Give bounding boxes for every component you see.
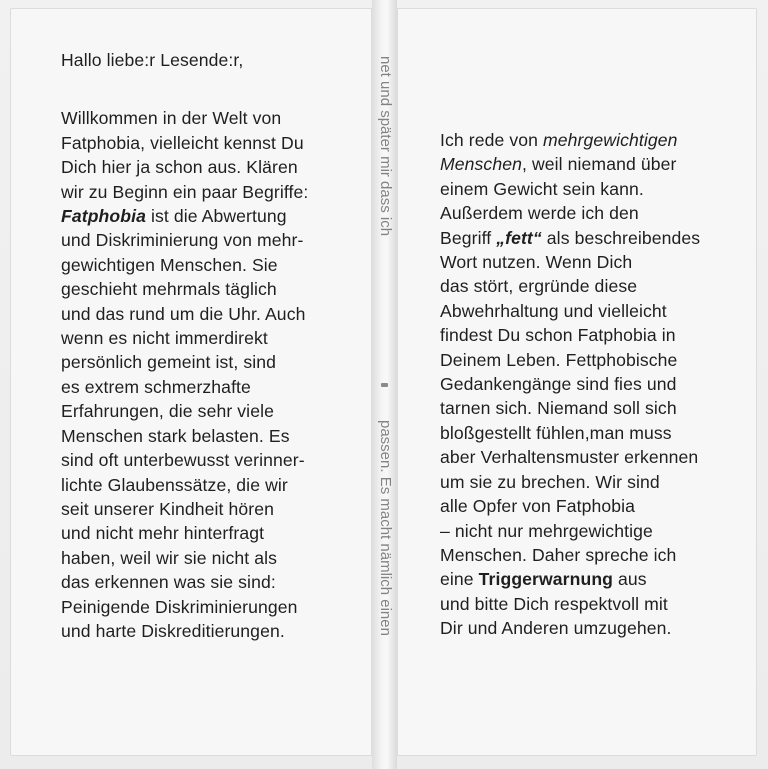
left-page	[10, 8, 372, 756]
greeting: Hallo liebe:r Lesende:r,	[61, 50, 244, 70]
text-line: und Diskriminierung von mehr-	[61, 230, 304, 251]
text-line: Außerdem werde ich den	[440, 203, 639, 224]
text-line: alle Opfer von Fatphobia	[440, 496, 636, 517]
right-page-text	[440, 128, 750, 641]
text-line: Wort nutzen. Wenn Dich	[440, 252, 633, 273]
text-line: tarnen sich. Niemand soll sich	[440, 398, 677, 419]
paragraph-gap	[61, 72, 361, 96]
term-triggerwarnung: Triggerwarnung	[478, 569, 614, 590]
text-fragment: Begriff	[440, 227, 492, 248]
text-line: und harte Diskreditierungen.	[61, 620, 285, 641]
text-line: und bitte Dich respektvoll mit	[440, 593, 668, 614]
text-fragment: ist die Abwertung	[150, 206, 287, 227]
text-fragment: als beschreibendes	[546, 227, 701, 248]
text-line: geschieht mehrmals täglich	[61, 279, 277, 300]
text-line: das erkennen was sie sind:	[61, 572, 276, 593]
text-line: Menschen. Daher spreche ich	[440, 544, 677, 565]
text-line: Deinem Leben. Fettphobische	[440, 349, 678, 370]
text-line: Gedankengänge sind fies und	[440, 374, 677, 395]
text-line: Peinigende Diskriminierungen	[61, 596, 298, 617]
text-line: lichte Glaubenssätze, die wir	[61, 474, 288, 495]
paragraph-gap	[61, 96, 361, 106]
text-line: – nicht nur mehrgewichtige	[440, 520, 653, 541]
text-line: und nicht mehr hinterfragt	[61, 523, 265, 544]
text-line: das stört, ergründe diese	[440, 276, 638, 297]
text-line: Willkommen in der Welt von	[61, 108, 282, 129]
text-line: haben, weil wir sie nicht als	[61, 547, 278, 568]
text-line: es extrem schmerzhafte	[61, 376, 251, 397]
staple	[381, 383, 388, 387]
text-line	[440, 128, 750, 152]
text-line: wenn es nicht immerdirekt	[61, 328, 268, 349]
term-mehrgewichtigen: mehrgewichtigen	[543, 130, 678, 150]
text-line: Menschen stark belasten. Es	[61, 425, 290, 446]
text-line	[440, 567, 750, 591]
text-line	[440, 152, 750, 176]
left-page-text	[61, 48, 361, 643]
text-fragment: aus	[618, 569, 647, 590]
text-line: Abwehrhaltung und vielleicht	[440, 300, 667, 321]
text-line: einem Gewicht sein kann.	[440, 178, 644, 199]
text-line: Dir und Anderen umzugehen.	[440, 618, 672, 639]
text-fragment: eine	[440, 569, 474, 590]
term-fatphobia: Fatphobia	[61, 206, 146, 227]
text-fragment: Ich rede von	[440, 130, 539, 150]
text-line: sind oft unterbewusst verinner-	[61, 450, 305, 471]
text-line: aber Verhaltensmuster erkennen	[440, 447, 699, 468]
right-page	[397, 8, 757, 756]
text-line: findest Du schon Fatphobia in	[440, 325, 676, 346]
text-line: Dich hier ja schon aus. Klären	[61, 157, 298, 178]
text-line: um sie zu brechen. Wir sind	[440, 471, 660, 492]
text-line: seit unserer Kindheit hören	[61, 498, 274, 519]
text-line: Fatphobia, vielleicht kennst Du	[61, 132, 304, 153]
text-line-definition	[61, 204, 361, 228]
text-line: und das rund um die Uhr. Auch	[61, 303, 306, 324]
text-line	[440, 226, 750, 250]
text-line: Erfahrungen, die sehr viele	[61, 401, 274, 422]
term-fett: „fett“	[496, 227, 542, 248]
text-line: gewichtigen Menschen. Sie	[61, 254, 278, 275]
text-line: wir zu Beginn ein paar Begriffe:	[61, 181, 309, 202]
bleed-through-text-bottom: passen. Es macht nämlich einen	[377, 420, 394, 636]
term-menschen: Menschen	[440, 154, 522, 175]
text-line: bloßgestellt fühlen,man muss	[440, 422, 672, 443]
bleed-through-text-top: net und später mir dass ich	[377, 56, 394, 237]
text-fragment: , weil niemand über	[521, 154, 677, 175]
text-line: persönlich gemeint ist, sind	[61, 352, 277, 373]
